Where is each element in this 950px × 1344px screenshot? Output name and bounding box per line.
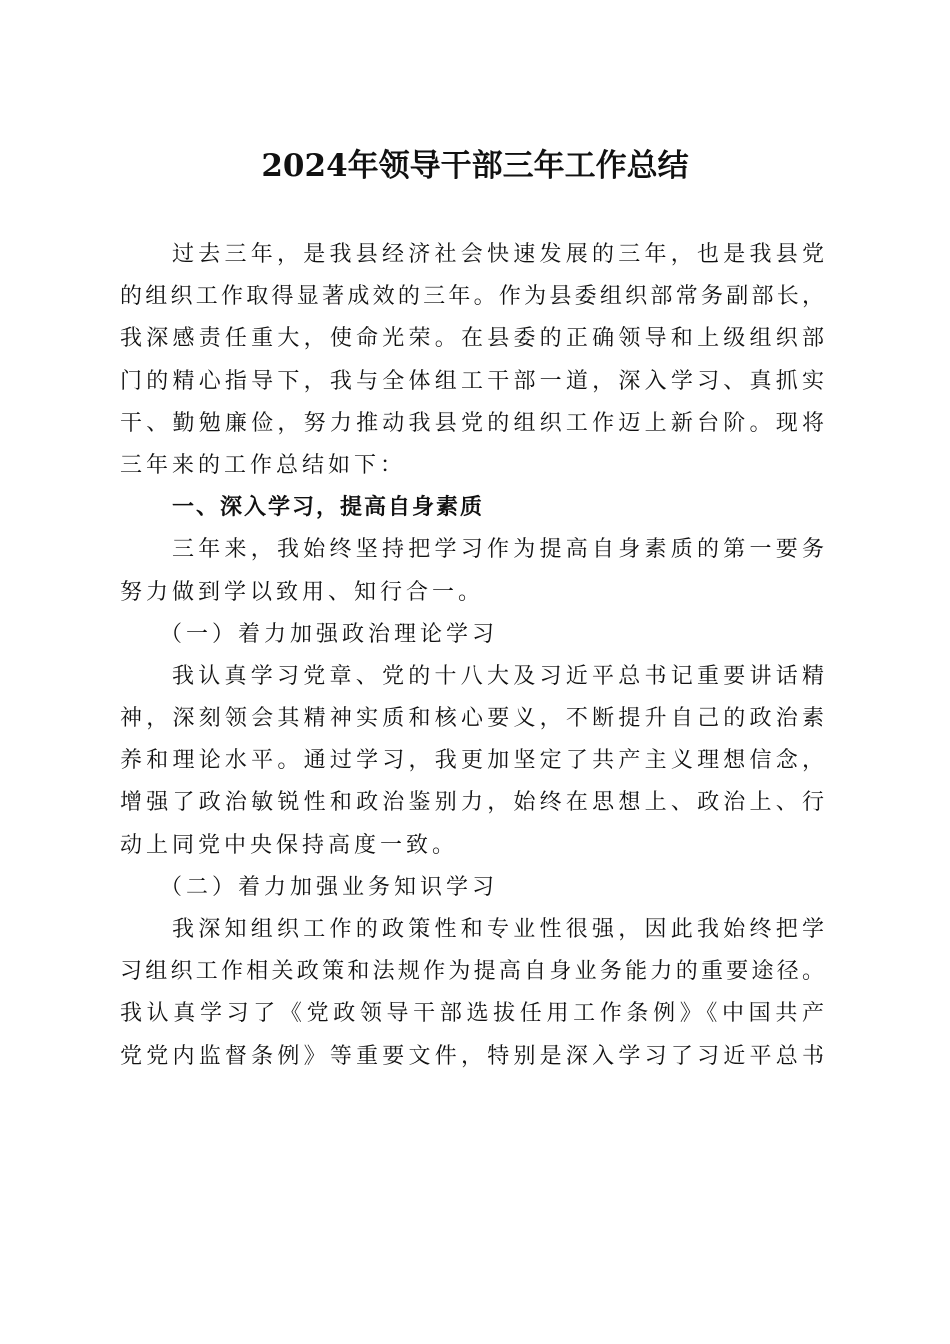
text-line: 动上同党中央保持高度一致。 xyxy=(120,832,459,858)
text-line: 我深感责任重大，使命光荣。在县委的正确领导和上级组织部 xyxy=(120,326,824,352)
text-line: 党党内监督条例》等重要文件，特别是深入学习了习近平总书 xyxy=(120,1043,824,1069)
subsection-heading: （一）着力加强政治理论学习 xyxy=(160,621,499,647)
text-line: 努力做到学以致用、知行合一。 xyxy=(120,579,485,605)
document-body xyxy=(120,234,824,1078)
text-line: 我认真学习了《党政领导干部选拔任用工作条例》《中国共产 xyxy=(120,1001,824,1027)
text-line: 增强了政治敏锐性和政治鉴别力，始终在思想上、政治上、行 xyxy=(120,790,824,816)
text-line: 我深知组织工作的政策性和专业性很强，因此我始终把学 xyxy=(172,917,824,942)
text-line: 过去三年，是我县经济社会快速发展的三年，也是我县党 xyxy=(172,242,824,267)
subsection-heading: （二）着力加强业务知识学习 xyxy=(160,874,499,900)
text-line: 养和理论水平。通过学习，我更加坚定了共产主义理想信念， xyxy=(120,748,824,774)
text-line: 门的精心指导下，我与全体组工干部一道，深入学习、真抓实 xyxy=(120,368,824,394)
text-line: 三年来的工作总结如下： xyxy=(120,452,407,478)
text-line: 神，深刻领会其精神实质和核心要义，不断提升自己的政治素 xyxy=(120,706,824,732)
text-line: 习组织工作相关政策和法规作为提高自身业务能力的重要途径。 xyxy=(120,959,824,985)
document-title: 2024年领导干部三年工作总结 xyxy=(261,148,689,184)
section-heading: 一、深入学习，提高自身素质 xyxy=(172,495,485,521)
text-line: 干、勤勉廉俭，努力推动我县党的组织工作迈上新台阶。现将 xyxy=(120,410,824,436)
text-line: 的组织工作取得显著成效的三年。作为县委组织部常务副部长， xyxy=(120,284,824,310)
text-line: 我认真学习党章、党的十八大及习近平总书记重要讲话精 xyxy=(172,663,824,689)
text-line: 三年来，我始终坚持把学习作为提高自身素质的第一要务 xyxy=(172,537,824,563)
